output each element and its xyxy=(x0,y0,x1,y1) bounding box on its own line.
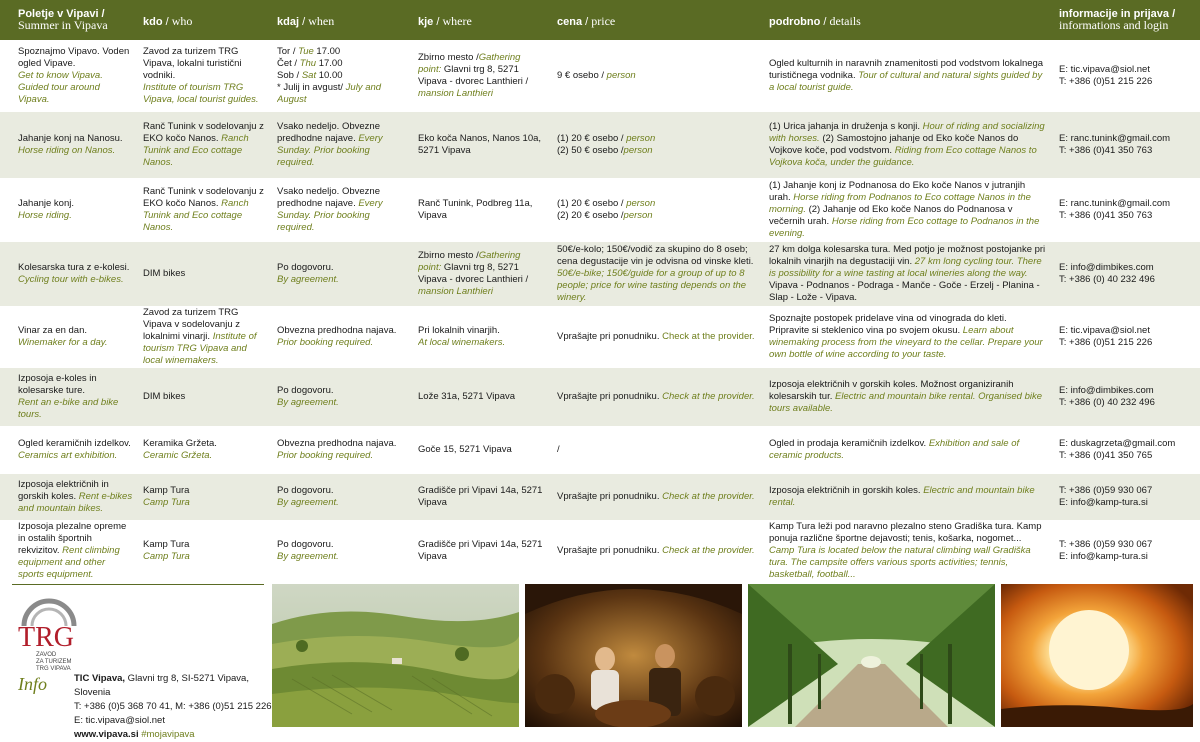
header-where: kje / where xyxy=(418,14,472,28)
activity-contact xyxy=(1059,112,1199,178)
contact-email[interactable]: E: tic.vipava@siol.net xyxy=(1059,325,1150,336)
activity-title: Vinar za en dan. Winemaker for a day. xyxy=(18,325,108,348)
contact-phone[interactable]: T: +386 (0)51 215 226 xyxy=(1059,76,1153,87)
activity-when: Po dogovoru. By agreement. xyxy=(277,385,339,408)
table-row xyxy=(0,474,1200,520)
activity-contact xyxy=(1059,40,1199,112)
header-details: podrobno / details xyxy=(769,14,861,28)
activity-title: Ogled keramičnih izdelkov. Ceramics art exhibition. xyxy=(18,438,131,461)
activity-price: / xyxy=(557,444,560,455)
contact-email[interactable]: E: info@dimbikes.com xyxy=(1059,385,1154,396)
header-title: Poletje v Vipavi / Summer in Vipava xyxy=(18,8,108,32)
table-row xyxy=(0,520,1200,582)
activity-details: Izposoja električnih in gorskih koles. Electric and mountain bike rental. xyxy=(769,485,1035,508)
activity-when: Po dogovoru. By agreement. xyxy=(277,485,339,508)
footer xyxy=(0,584,1200,740)
activity-contact xyxy=(1059,474,1199,520)
activity-details: Ogled kulturnih in naravnih znamenitosti pod vodstvom lokalnega turističnega vodnika. Tour of cultural and natural sights guided by a local tourist guide. xyxy=(769,58,1044,93)
activity-when: Vsako nedeljo. Obvezne predhodne najave. Every Sunday. Prior booking required. xyxy=(277,186,383,233)
activity-details: (1) Urica jahanja in druženja s konji. Hour of riding and socializing with horses. (2) Samostojno jahanje od Eko koče Nanos do Vojkove koče, pod vodstvom. Riding from Eco cottage Nanos to Vojkova koča, under the guidance. xyxy=(769,121,1045,168)
vineyard-landscape-photo xyxy=(272,584,519,727)
info-label: Info xyxy=(18,674,47,694)
activity-who: Ranč Tunink v sodelovanju z EKO kočo Nanos. Ranch Tunink and Eco cottage Nanos. xyxy=(143,186,264,233)
activity-who: Zavod za turizem TRG Vipava, lokalni turistični vodniki. Institute of tourism TRG Vipava, local tourist guides. xyxy=(143,46,259,105)
contact-phone[interactable]: T: +386 (0) 40 232 496 xyxy=(1059,274,1155,285)
activity-price: Vprašajte pri ponudniku. Check at the provider. xyxy=(557,545,755,556)
header-who: kdo / who xyxy=(143,14,193,28)
activity-who: Kamp Tura Camp Tura xyxy=(143,539,190,562)
activity-contact xyxy=(1059,520,1199,582)
activity-price: Vprašajte pri ponudniku. Check at the provider. xyxy=(557,491,755,502)
contact-email[interactable]: E: info@dimbikes.com xyxy=(1059,262,1154,273)
activity-title: Kolesarska tura z e-kolesi. Cycling tour with e-bikes. xyxy=(18,262,130,285)
activity-who: Kamp Tura Camp Tura xyxy=(143,485,190,508)
table-row xyxy=(0,368,1200,426)
activity-where: Zbirno mesto /Gathering point: Glavni trg 8, 5271 Vipava - dvorec Lanthieri / mansion Lanthieri xyxy=(418,52,529,99)
activity-where: Gradišče pri Vipavi 14a, 5271 Vipava xyxy=(418,539,543,562)
activity-contact xyxy=(1059,178,1199,242)
logo-subtitle: ZAVOD ZA TURIZEM TRG VIPAVA xyxy=(36,652,72,672)
table-header xyxy=(0,0,1200,40)
contact-phone[interactable]: T: +386 (0)59 930 067 xyxy=(1059,539,1153,550)
activity-who: Keramika Gržeta. Ceramic Gržeta. xyxy=(143,438,217,461)
table-row xyxy=(0,40,1200,112)
activity-who: DIM bikes xyxy=(143,391,186,402)
activity-when: Vsako nedeljo. Obvezne predhodne najave. Every Sunday. Prior booking required. xyxy=(277,121,383,168)
trg-arch-icon xyxy=(14,596,84,656)
table-row xyxy=(0,242,1200,306)
activity-who: DIM bikes xyxy=(143,268,186,279)
activity-when: Obvezna predhodna najava. Prior booking required. xyxy=(277,325,397,348)
activity-price: Vprašajte pri ponudniku. Check at the provider. xyxy=(557,391,755,402)
activity-where: Goče 15, 5271 Vipava xyxy=(418,444,512,455)
activity-title: Spoznajmo Vipavo. Voden ogled Vipave. Get to know Vipava. Guided tour around Vipava. xyxy=(18,46,130,105)
hashtag: #mojavipava xyxy=(138,729,195,740)
activity-where: Zbirno mesto /Gathering point: Glavni trg 8, 5271 Vipava - dvorec Lanthieri / mansion Lanthieri xyxy=(418,250,529,297)
wine-cellar-photo xyxy=(525,584,742,727)
website-link[interactable]: www.vipava.si xyxy=(74,729,139,740)
activity-title: Izposoja e-koles in kolesarske ture. Rent an e-bike and bike tours. xyxy=(18,373,119,420)
activity-where: Ranč Tunink, Podbreg 11a, Vipava xyxy=(418,198,533,221)
table-row xyxy=(0,426,1200,474)
tree-avenue-photo xyxy=(748,584,995,727)
contact-phone[interactable]: T: +386 (0)59 930 067 xyxy=(1059,485,1153,496)
contact-email[interactable]: E: tic.vipava@siol.net xyxy=(1059,64,1150,75)
contact-phone[interactable]: T: +386 (0)41 350 765 xyxy=(1059,450,1153,461)
contact-email[interactable]: E: ranc.tunink@gmail.com xyxy=(1059,133,1171,144)
contact-phone[interactable]: T: +386 (0)41 350 763 xyxy=(1059,145,1153,156)
header-price: cena / price xyxy=(557,14,616,28)
activity-contact xyxy=(1059,368,1199,426)
activity-where: Gradišče pri Vipavi 14a, 5271 Vipava xyxy=(418,485,543,508)
activity-details: (1) Jahanje konj iz Podnanosa do Eko koče Nanos v jutranjih urah. Horse riding from Podnanos to Eco cottage Nanos in the morning. (2) Jahanje od Eko koče Nanos do Podnanosa v večernih urah. Horse riding from Eco cottage to Podnanos in the evening. xyxy=(769,180,1040,239)
activity-details: Ogled in prodaja keramičnih izdelkov. Exhibition and sale of ceramic products. xyxy=(769,438,1020,461)
footer-divider xyxy=(12,584,264,585)
activity-price: Vprašajte pri ponudniku. Check at the provider. xyxy=(557,331,755,342)
activity-where: Pri lokalnih vinarjih. At local winemakers. xyxy=(418,325,506,348)
logo-text: TRG xyxy=(18,622,74,653)
activity-contact xyxy=(1059,426,1199,474)
contact-email[interactable]: E: info@kamp-tura.si xyxy=(1059,551,1148,562)
activity-when: Po dogovoru. By agreement. xyxy=(277,539,339,562)
contact-email[interactable]: E: ranc.tunink@gmail.com xyxy=(1059,198,1171,209)
sunset-photo xyxy=(1001,584,1193,727)
table-row xyxy=(0,112,1200,178)
table-row xyxy=(0,178,1200,242)
activity-contact xyxy=(1059,242,1199,306)
activity-where: Lože 31a, 5271 Vipava xyxy=(418,391,516,402)
activity-price: 50€/e-kolo; 150€/vodič za skupino do 8 oseb; cena degustacije vin je odvisna od vinske kleti. 50€/e-bike; 150€/guide for a group of up to 8 people; price for wine tasting depends on the winery. xyxy=(557,244,754,303)
activity-when: Tor / Tue 17.00 Čet / Thu 17.00 Sob / Sat 10.00 * Julij in avgust/ July and August xyxy=(277,46,382,105)
activity-contact xyxy=(1059,306,1199,368)
activity-who: Zavod za turizem TRG Vipava v sodelovanju z lokalnimi vinarji. Institute of tourism TRG Vipava and local winemakers. xyxy=(143,307,257,366)
contact-phone[interactable]: T: +386 (0)41 350 763 xyxy=(1059,210,1153,221)
activity-price: (1) 20 € osebo / person (2) 50 € osebo /person xyxy=(557,133,656,156)
activity-when: Po dogovoru. By agreement. xyxy=(277,262,339,285)
contact-email[interactable]: E: info@kamp-tura.si xyxy=(1059,497,1148,508)
activity-who: Ranč Tunink v sodelovanju z EKO kočo Nanos. Ranch Tunink and Eco cottage Nanos. xyxy=(143,121,264,168)
header-when: kdaj / when xyxy=(277,14,335,28)
activity-title: Izposoja plezalne opreme in ostalih športnih rekvizitov. Rent climbing equipment and other sports equipment. xyxy=(18,521,127,580)
activity-when: Obvezna predhodna najava. Prior booking required. xyxy=(277,438,397,461)
activity-title: Izposoja električnih in gorskih koles. Rent e-bikes and mountain bikes. xyxy=(18,479,133,514)
tic-email[interactable]: E: tic.vipava@siol.net xyxy=(74,715,165,726)
contact-phone[interactable]: T: +386 (0)51 215 226 xyxy=(1059,337,1153,348)
activity-title: Jahanje konj. Horse riding. xyxy=(18,198,74,221)
contact-email[interactable]: E: duskagrzeta@gmail.com xyxy=(1059,438,1176,449)
header-info: informacije in prijava / informations and login xyxy=(1059,8,1176,32)
activity-details: Izposoja električnih v gorskih koles. Možnost organiziranih kolesarskih tur. Electric and mountain bike rental. Organised bike tours available. xyxy=(769,379,1043,414)
activity-details: Spoznajte postopek pridelave vina od vinograda do kleti. Pripravite si steklenico vina po svojem okusu. Learn about winemaking process from the vineyard to the cellar. Prepare your own bottle of wine according to your taste. xyxy=(769,313,1043,360)
activity-title: Jahanje konj na Nanosu. Horse riding on Nanos. xyxy=(18,133,123,156)
activity-price: (1) 20 € osebo / person (2) 20 € osebo /person xyxy=(557,198,656,221)
activity-details: Kamp Tura leži pod naravno plezalno steno Gradiška tura. Kamp ponuja različne športne dejavosti; tenis, košarka, nogomet... Camp Tura is located below the natural climbing wall Gradiška tura. The campsite offers various sports activities; tennis, basketball, football... xyxy=(769,521,1042,580)
table-row xyxy=(0,306,1200,368)
contact-phone[interactable]: T: +386 (0) 40 232 496 xyxy=(1059,397,1155,408)
tic-contact-block: TIC Vipava, Glavni trg 8, SI-5271 Vipava, Slovenia T: +386 (0)5 368 70 41, M: +386 (0)51 215 226 E: tic.vipava@siol.net www.vipava.si #mojavipava xyxy=(74,672,274,742)
activity-price: 9 € osebo / person xyxy=(557,70,636,81)
activity-details: 27 km dolga kolesarska tura. Med potjo je možnost postojanke pri lokalnih vinarjih na degustaciji vin. 27 km long cycling tour. There is possibility for a wine tasting at local wineries along the way. Vipava - Podnanos - Podraga - Manče - Goče - Erzelj - Planina - Slap - Lože - Vipava. xyxy=(769,244,1046,303)
activity-where: Eko koča Nanos, Nanos 10a, 5271 Vipava xyxy=(418,133,542,156)
trg-logo xyxy=(14,596,84,676)
